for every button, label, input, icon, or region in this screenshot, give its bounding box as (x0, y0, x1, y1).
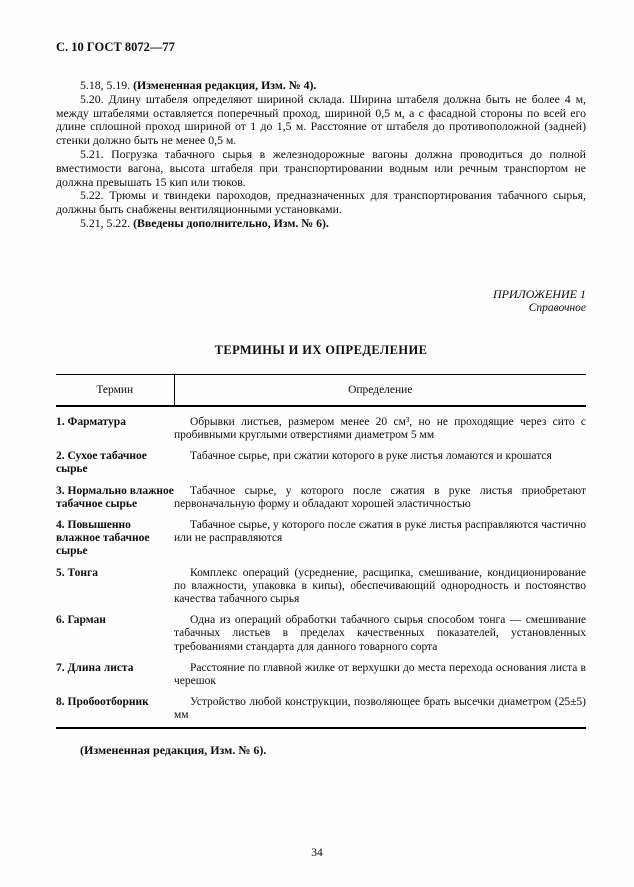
appendix-note: Справочное (528, 301, 586, 314)
table-row (56, 610, 586, 658)
table-row (56, 563, 586, 611)
revision-note: (Измененная редакция, Изм. № 6). (80, 742, 267, 757)
column-header-definition: Определение (174, 374, 586, 406)
term-cell: 1. Фарматура (56, 415, 126, 428)
page-header: С. 10 ГОСТ 8072—77 (56, 40, 175, 54)
paragraph-bold: (Введены дополнительно, Изм. № 6). (133, 215, 329, 230)
paragraph (56, 79, 586, 93)
term-cell: 5. Тонга (56, 566, 99, 579)
definition-cell: Комплекс операций (усреднение, расщипка, смешивание, кондиционирование по влажности, упаковка в кипы), обеспечивающий однородность и постоянство качества табачного сырья (174, 566, 586, 605)
definition-cell: Устройство любой конструкции, позволяющее брать высечки диаметром (25±5) мм (174, 696, 586, 722)
table-row (56, 406, 586, 446)
paragraph-bold: (Измененная редакция, Изм. № 4). (133, 78, 317, 92)
paragraph-prefix: 5.18, 5.19. (80, 78, 134, 92)
term-cell: 2. Сухое табачное сырье (56, 450, 147, 476)
column-header-term: Термин (56, 374, 174, 406)
definition-cell: Табачное сырье, при сжатии которого в руке листья ломаются и крошатся (190, 450, 552, 463)
paragraph: 5.20. Длину штабеля определяют шириной склада. Ширина штабеля должна быть не более 4 м, между штабелями оставляется поперечный проход, шириной 0,5 м, а с фасадной стороны по всей его длине сплошной проход шириной от 1 до 1,5 м. Расстояние от штабеля до противоположной (задней) стенки должно быть не менее 0,5 м. (56, 91, 586, 148)
term-cell: 3. Нормально влажное табачное сырье (56, 484, 174, 510)
definition-cell: Табачное сырье, у которого после сжатия в руке листья расправляются частично или не расправляются (174, 518, 586, 545)
table-row (56, 515, 586, 563)
table-row (56, 446, 586, 480)
paragraph: 5.21. Погрузка табачного сырья в железнодорожные вагоны должна проводиться до полной вместимости вагона, высота штабеля при транспортировании водным или речным транспортом не должна превышать 15 кип или тюков. (56, 146, 586, 189)
definition-cell: Обрывки листьев, размером менее 20 см³, но не проходящие через сито с пробивными круглыми отверстиями диаметром 5 мм (174, 415, 586, 441)
terms-table (56, 374, 586, 729)
paragraph (56, 217, 586, 231)
definition-cell: Одна из операций обработки табачного сырья способом тонга — смешивание табачных листьев в пределах качественных показателей, установленных требованиями стандарта для данного товарного сорта (174, 614, 586, 653)
definition-cell: Табачное сырье, у которого после сжатия в руке листья приобретают первоначальную форму и обладают хорошей эластичностью (174, 484, 586, 510)
appendix-label: ПРИЛОЖЕНИЕ 1 (493, 286, 586, 301)
page-number: 34 (311, 847, 323, 859)
paragraph-prefix: 5.21, 5.22. (80, 215, 134, 230)
table-row (56, 692, 586, 727)
definition-cell: Расстояние по главной жилке от верхушки до места перехода основания листа в черешок (174, 661, 586, 688)
body-text (56, 79, 586, 231)
paragraph: 5.22. Трюмы и твиндеки пароходов, предназначенных для транспортирования табачного сырья, должны быть снабжены вентиляционными установками. (56, 188, 586, 217)
appendix-block (56, 287, 586, 315)
term-cell: 8. Пробоотборник (56, 696, 149, 709)
table-row (56, 658, 586, 692)
term-cell: 6. Гарман (56, 614, 106, 627)
table-header-row (56, 374, 586, 406)
table-row (56, 481, 586, 515)
section-title: ТЕРМИНЫ И ИХ ОПРЕДЕЛЕНИЕ (214, 342, 428, 357)
term-cell: 4. Повышенно влажное табачное сырье (56, 518, 150, 558)
term-cell: 7. Длина листа (56, 661, 134, 674)
